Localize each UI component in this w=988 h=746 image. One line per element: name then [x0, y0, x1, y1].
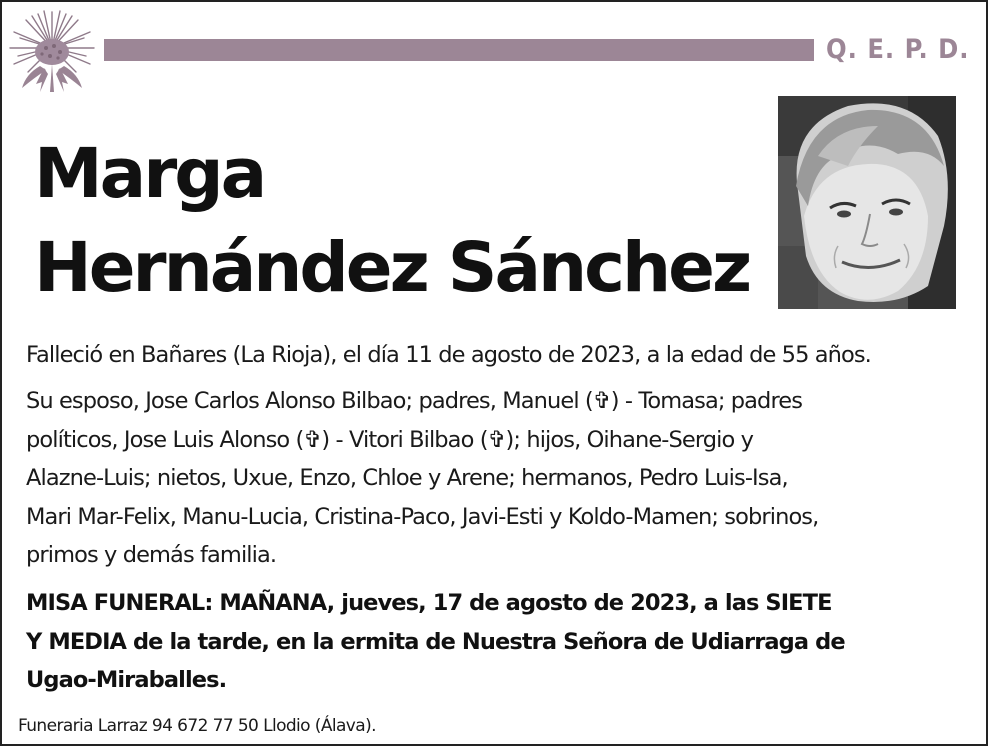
family-line: Su esposo, Jose Carlos Alonso Bilbao; padres, Manuel (✞) - Tomasa; padres [26, 388, 803, 414]
funeral-mass-notice [26, 584, 926, 700]
funeral-line: Y MEDIA de la tarde, en la ermita de Nuestra Señora de Udiarraga de [26, 628, 845, 655]
family-line: Alazne-Luis; nietos, Uxue, Enzo, Chloe y Arene; hermanos, Pedro Luis-Isa, [26, 465, 788, 491]
thistle-flower-icon [6, 8, 98, 94]
death-notice: Falleció en Bañares (La Rioja), el día 11 de agosto de 2023, a la edad de 55 años. [26, 342, 871, 368]
header-band [104, 39, 814, 61]
family-line: políticos, Jose Luis Alonso (✞) - Vitori Bilbao (✞); hijos, Oihane-Sergio y [26, 426, 754, 453]
qepd-label: Q. E. P. D. [826, 34, 970, 65]
family-line: Mari Mar-Felix, Manu-Lucia, Cristina-Paco, Javi-Esti y Koldo-Mamen; sobrinos, [26, 503, 819, 530]
funeral-line: MISA FUNERAL: MAÑANA, jueves, 17 de agosto de 2023, a las SIETE [26, 590, 832, 616]
family-list [26, 382, 966, 575]
portrait-photo [778, 96, 956, 309]
family-line: primos y demás familia. [26, 542, 277, 568]
deceased-first-name: Marga [34, 134, 265, 214]
funeral-home-info: Funeraria Larraz 94 672 77 50 Llodio (Álava). [18, 716, 376, 736]
deceased-surnames: Hernández Sánchez [34, 228, 750, 308]
funeral-line: Ugao-Miraballes. [26, 667, 227, 693]
